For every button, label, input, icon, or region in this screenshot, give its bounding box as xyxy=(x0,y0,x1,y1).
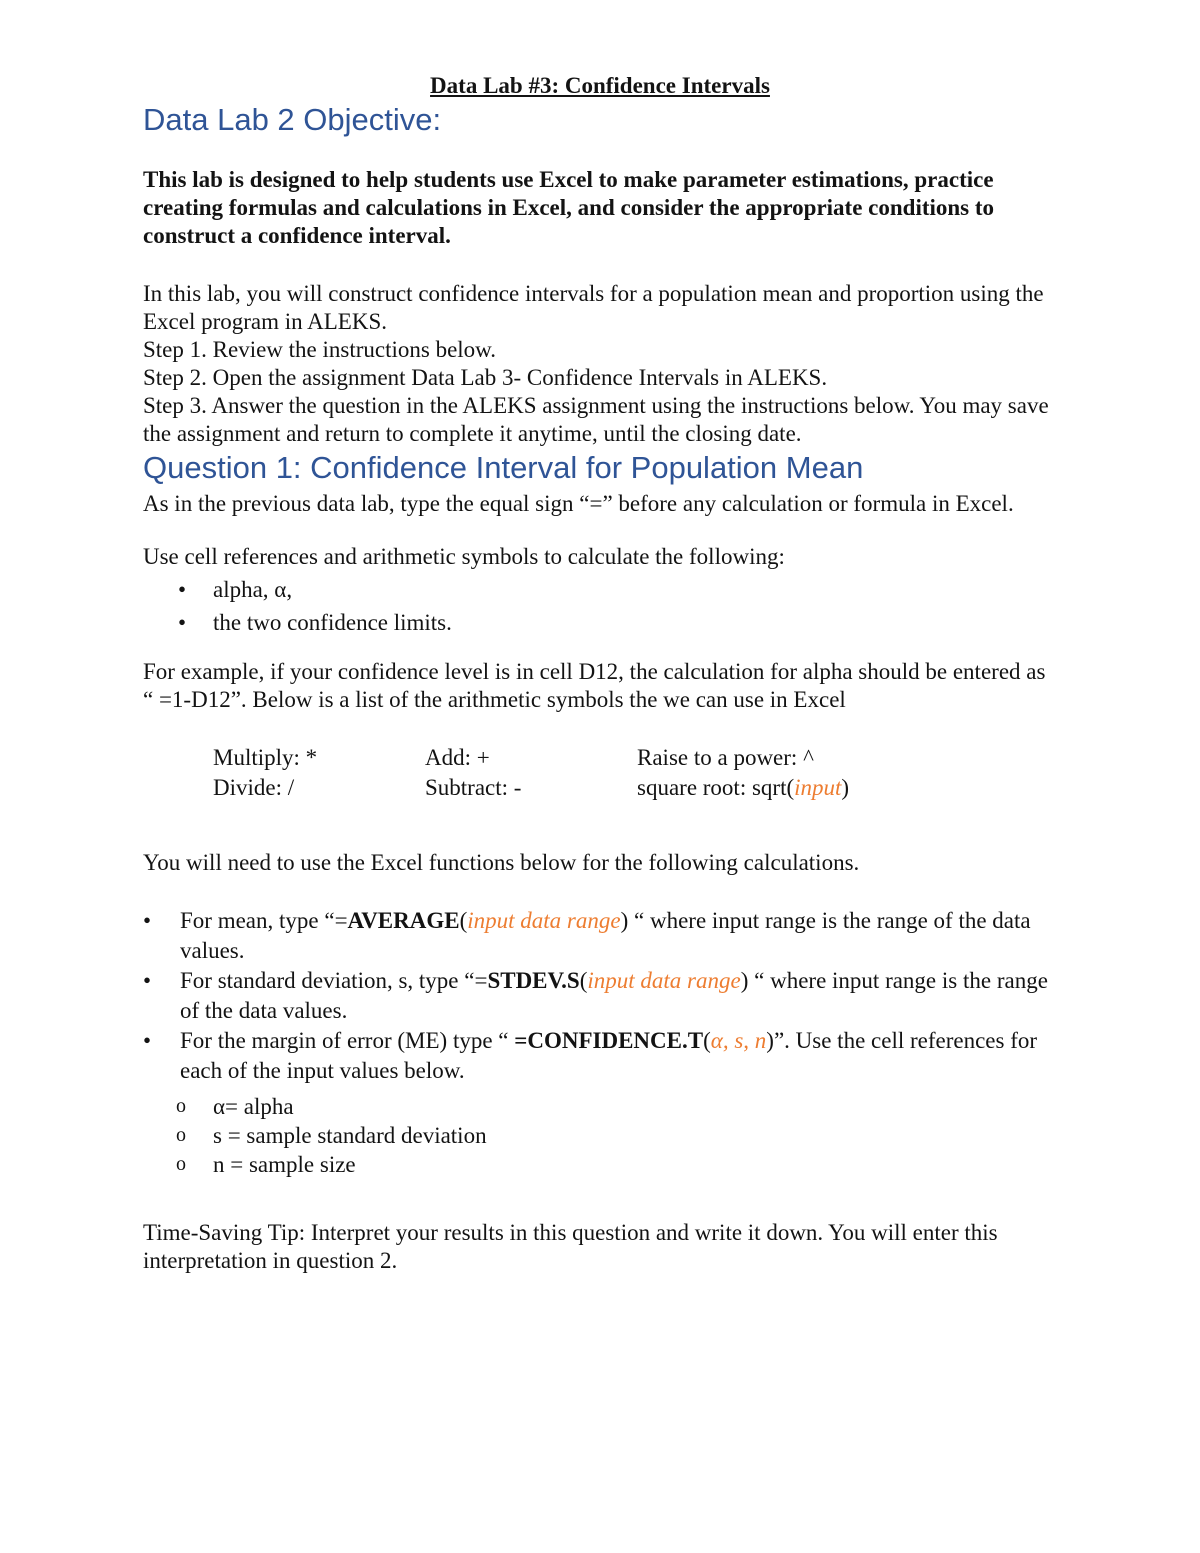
sqrt-close: ) xyxy=(841,775,850,800)
subtract-symbol: Subtract: - xyxy=(425,775,522,800)
sub-item-label: s = sample standard deviation xyxy=(213,1123,487,1148)
functions-intro: You will need to use the Excel functions below for the following calculations. xyxy=(143,850,860,875)
text-run: For the margin of error (ME) type “ xyxy=(180,1028,515,1053)
document-title: Data Lab #3: Confidence Intervals xyxy=(430,73,770,98)
steps-line-intro: In this lab, you will construct confidence intervals for a population mean and proportion using the Excel program in ALEKS. xyxy=(143,281,1044,334)
text-run: )”. Use the cell references for each of the input values below. xyxy=(180,1028,1038,1083)
bullet-icon: • xyxy=(143,968,152,993)
bullet-icon: • xyxy=(178,610,187,635)
bullet-icon: • xyxy=(178,577,187,602)
symbols-row-1 xyxy=(213,743,1057,773)
text-run: ( xyxy=(703,1028,711,1053)
question1-intro: As in the previous data lab, type the equal sign “=” before any calculation or formula in Excel. xyxy=(143,491,1014,516)
list-item-confidence xyxy=(143,1026,1057,1086)
sqrt-symbol xyxy=(637,773,849,803)
bullet-icon: • xyxy=(143,908,152,933)
function-name: AVERAGE xyxy=(347,908,460,933)
text-run: ) “ where input range is the range of the data values. xyxy=(180,908,1031,963)
document-content xyxy=(0,100,1200,1275)
power-symbol: Raise to a power: ^ xyxy=(637,745,814,770)
function-arg: input data range xyxy=(587,968,741,993)
question1-heading: Question 1: Confidence Interval for Population Mean xyxy=(143,450,864,485)
sub-list-item xyxy=(143,1121,1057,1150)
list-item-label: the two confidence limits. xyxy=(213,610,452,635)
list-item xyxy=(143,609,1057,637)
average-function-text xyxy=(180,906,1057,966)
function-arg: input data range xyxy=(467,908,621,933)
text-run: For mean, type “= xyxy=(180,908,348,933)
symbols-row-2 xyxy=(213,773,1057,803)
example-paragraph: For example, if your confidence level is in cell D12, the calculation for alpha should be entered as “ =1-D12”. Below is a list of the arithmetic symbols the we can use in Excel xyxy=(143,659,1046,712)
list-item-average xyxy=(143,906,1057,966)
steps-line-3: Step 3. Answer the question in the ALEKS assignment using the instructions below. You may save the assignment and return to complete it anytime, until the closing date. xyxy=(143,393,1049,446)
sub-list-item xyxy=(143,1092,1057,1121)
time-saving-tip: Time-Saving Tip: Interpret your results in this question and write it down. You will enter this interpretation in question 2. xyxy=(143,1220,998,1273)
objective-summary: This lab is designed to help students use Excel to make parameter estimations, practice creating formulas and calculations in Excel, and consider the appropriate conditions to construct a confidence interval. xyxy=(143,167,995,248)
circle-bullet-icon: o xyxy=(176,1153,186,1175)
confidence-inputs-sublist xyxy=(143,1092,1057,1179)
sub-list-item xyxy=(143,1150,1057,1179)
calculation-bullet-list xyxy=(143,576,1057,637)
text-run: ( xyxy=(579,968,588,993)
sub-item-label: α= alpha xyxy=(213,1094,294,1119)
function-name: =CONFIDENCE.T xyxy=(514,1028,704,1053)
confidence-function-text xyxy=(180,1026,1057,1086)
list-item-stdev xyxy=(143,966,1057,1026)
steps-line-2: Step 2. Open the assignment Data Lab 3- Confidence Intervals in ALEKS. xyxy=(143,365,828,390)
objective-heading: Data Lab 2 Objective: xyxy=(143,102,442,137)
bullet-icon: • xyxy=(143,1028,152,1053)
text-run: ) “ where input range is the range of the data values. xyxy=(180,968,1048,1023)
list-item-label: alpha, α, xyxy=(213,577,293,602)
function-name: STDEV.S xyxy=(487,968,580,993)
function-arg: α, s, n xyxy=(710,1028,767,1053)
list-item xyxy=(143,576,1057,604)
lab-steps-paragraph xyxy=(143,280,1057,448)
circle-bullet-icon: o xyxy=(176,1124,186,1146)
use-cell-references-text: Use cell references and arithmetic symbols to calculate the following: xyxy=(143,544,785,569)
sqrt-arg: input xyxy=(794,775,842,800)
divide-symbol: Divide: / xyxy=(213,775,295,800)
arithmetic-symbols-table xyxy=(143,743,1057,803)
excel-functions-list xyxy=(143,906,1057,1179)
circle-bullet-icon: o xyxy=(176,1095,186,1117)
sub-item-label: n = sample size xyxy=(213,1152,356,1177)
text-run: ( xyxy=(459,908,468,933)
text-run: For standard deviation, s, type “= xyxy=(180,968,488,993)
steps-line-1: Step 1. Review the instructions below. xyxy=(143,337,497,362)
add-symbol: Add: + xyxy=(425,745,490,770)
sqrt-pre: square root: sqrt( xyxy=(637,775,795,800)
stdev-function-text xyxy=(180,966,1057,1026)
multiply-symbol: Multiply: * xyxy=(213,745,318,770)
